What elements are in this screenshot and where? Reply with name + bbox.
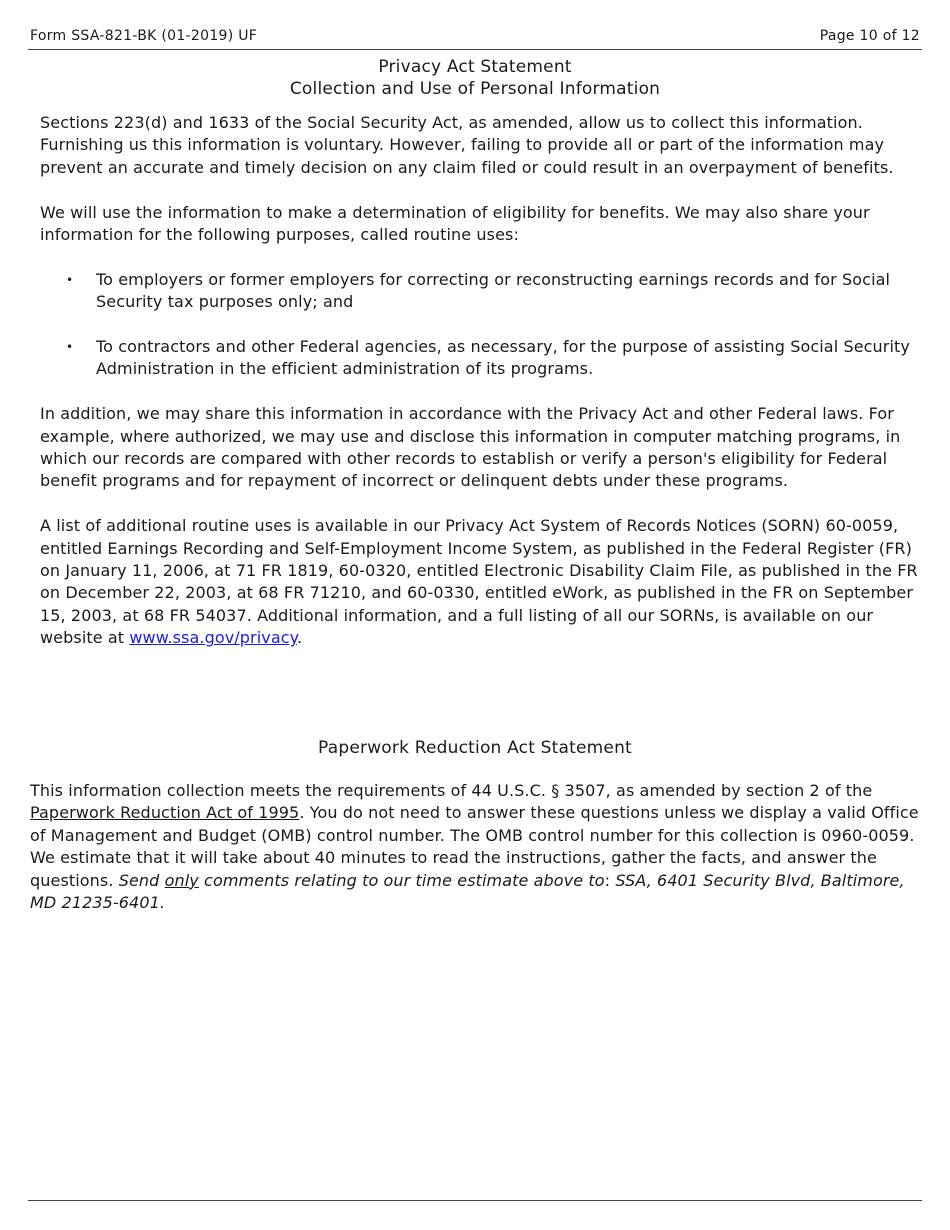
paperwork-paragraph [30, 780, 920, 914]
list-item [40, 269, 920, 314]
page-number: Page 10 of 12 [819, 28, 920, 44]
time-estimate-text: comments relating to our time estimate above to [198, 870, 605, 890]
privacy-act-body [40, 112, 920, 672]
privacy-website-link[interactable]: www.ssa.gov/privacy [129, 628, 297, 648]
paperwork-text-intro: This information collection meets the requirements of 44 U.S.C. § 3507, as amended by section 2 of the [30, 781, 873, 800]
privacy-paragraph-uses: We will use the information to make a determination of eligibility for benefits. We may also share your information for the following purposes, called routine uses: [40, 202, 870, 245]
form-identifier: Form SSA-821-BK (01-2019) UF [30, 28, 258, 44]
paperwork-reduction-body [30, 780, 920, 914]
header-divider [28, 49, 922, 50]
routine-uses-list [40, 269, 920, 381]
privacy-paragraph-sharing: In addition, we may share this information in accordance with the Privacy Act and other Federal laws. For example, where authorized, we may use and disclose this information in computer matching programs, in which our records are compared with other records to establish or verify a person's eligibility for Federal benefit programs and for repayment of incorrect or delinquent debts under these programs. [40, 404, 901, 491]
send-comments-text: Send [118, 870, 165, 890]
privacy-act-title: Privacy Act Statement [378, 57, 572, 77]
page-header [30, 28, 920, 48]
paperwork-text-main: . You do not need to answer these questions unless we display a valid Office of Management and Budget (OMB) control number. The OMB control number for this collection is 0960-0059. We estimate that it will take about 40 minutes to read the instructions, gather the facts, and answer the questions. [30, 803, 919, 890]
colon-separator: : [604, 870, 616, 890]
privacy-act-subtitle: Collection and Use of Personal Information [289, 79, 661, 99]
privacy-paragraph-authority: Sections 223(d) and 1633 of the Social Security Act, as amended, allow us to collect this information. Furnishing us this information is voluntary. However, failing to provide all or part of the information may prevent an accurate and timely decision on any claim filed or could result in an overpayment of benefits. [40, 113, 894, 177]
mailing-address: SSA, 6401 Security Blvd, Baltimore, MD 21235-6401. [30, 870, 905, 913]
list-item [40, 336, 920, 381]
paperwork-reduction-heading: Paperwork Reduction Act Statement [318, 738, 632, 758]
privacy-paragraph-sorn [40, 515, 920, 649]
paperwork-act-name: Paperwork Reduction Act of 1995 [30, 803, 300, 823]
only-emphasis: only [164, 870, 199, 890]
footer-divider [28, 1200, 922, 1201]
list-item-text: To employers or former employers for correcting or reconstructing earnings records and for Social Security tax purposes only; and [96, 269, 891, 312]
bullet-icon: • [66, 272, 74, 287]
bullet-icon: • [66, 340, 74, 355]
privacy-act-heading [0, 56, 950, 100]
sorn-text: A list of additional routine uses is available in our Privacy Act System of Records Notices (SORN) 60-0059, entitled Earnings Recording and Self-Employment Income System, as published in the Federal Register (FR) on January 11, 2006, at 71 FR 1819, 60-0320, entitled Electronic Disability Claim File, as published in the FR on December 22, 2003, at 68 FR 71210, and 60-0330, entitled eWork, as published in the FR on September 15, 2003, at 68 FR 54037. Additional information, and a full listing of all our SORNs, is available on our website at [40, 516, 918, 648]
list-item-text: To contractors and other Federal agencies, as necessary, for the purpose of assisting Social Security Administration in the efficient administration of its programs. [96, 337, 910, 379]
sorn-period: . [296, 628, 303, 648]
